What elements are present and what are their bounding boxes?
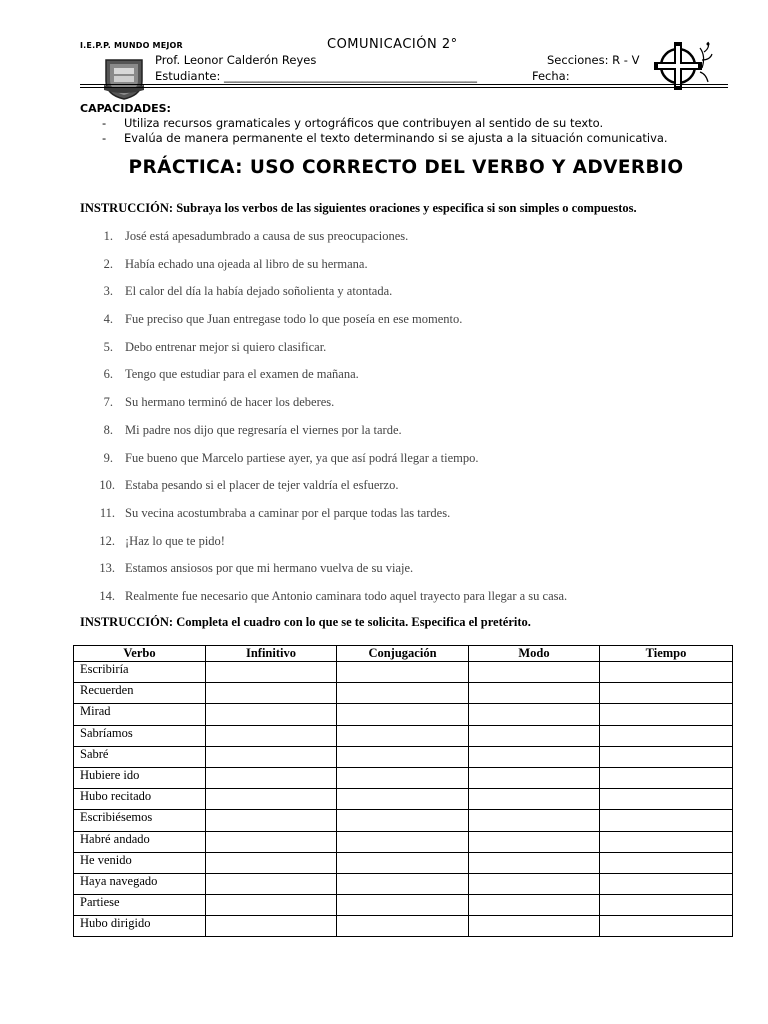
tense-cell[interactable]	[600, 873, 733, 894]
tense-cell[interactable]	[600, 831, 733, 852]
mode-cell[interactable]	[469, 831, 600, 852]
mode-cell[interactable]	[469, 662, 600, 683]
infinitive-cell[interactable]	[206, 683, 337, 704]
conjugation-cell[interactable]	[337, 725, 469, 746]
conjugation-cell[interactable]	[337, 895, 469, 916]
mode-cell[interactable]	[469, 704, 600, 725]
conjugation-cell[interactable]	[337, 746, 469, 767]
tense-cell[interactable]	[600, 725, 733, 746]
student-field[interactable]: Estudiante: ____________________________________________	[155, 69, 477, 83]
verb-cell: Escribiésemos	[74, 810, 206, 831]
infinitive-cell[interactable]	[206, 810, 337, 831]
conjugation-cell[interactable]	[337, 704, 469, 725]
conjugation-cell[interactable]	[337, 767, 469, 788]
table-row	[74, 895, 733, 916]
mode-cell[interactable]	[469, 895, 600, 916]
conjugation-cell[interactable]	[337, 683, 469, 704]
conjugation-cell[interactable]	[337, 831, 469, 852]
table-row	[74, 683, 733, 704]
teacher-name: Prof. Leonor Calderón Reyes	[155, 53, 317, 67]
instruction-1: INSTRUCCIÓN: Subraya los verbos de las siguientes oraciones y especifica si son simples o compuestos.	[80, 201, 637, 215]
column-header: Tiempo	[600, 646, 733, 662]
infinitive-cell[interactable]	[206, 895, 337, 916]
infinitive-cell[interactable]	[206, 873, 337, 894]
verb-cell: Recuerden	[74, 683, 206, 704]
infinitive-cell[interactable]	[206, 767, 337, 788]
conjugation-cell[interactable]	[337, 916, 469, 937]
bullet-dash: -	[102, 131, 107, 145]
subject-title: COMUNICACIÓN 2°	[327, 37, 458, 52]
cross-emblem-logo	[648, 38, 720, 94]
mode-cell[interactable]	[469, 852, 600, 873]
verb-cell: Hubo recitado	[74, 789, 206, 810]
verb-cell: Hubo dirigido	[74, 916, 206, 937]
header-rule-bottom	[80, 87, 728, 88]
conjugation-cell[interactable]	[337, 873, 469, 894]
verb-table	[73, 645, 733, 937]
tense-cell[interactable]	[600, 704, 733, 725]
verb-cell: Partiese	[74, 895, 206, 916]
column-header: Infinitivo	[206, 646, 337, 662]
verb-cell: Sabré	[74, 746, 206, 767]
mode-cell[interactable]	[469, 873, 600, 894]
mode-cell[interactable]	[469, 725, 600, 746]
table-row	[74, 725, 733, 746]
table-row	[74, 810, 733, 831]
table-row	[74, 852, 733, 873]
table-row	[74, 916, 733, 937]
page-title: PRÁCTICA: USO CORRECTO DEL VERBO Y ADVERBIO	[128, 157, 684, 178]
table-row	[74, 704, 733, 725]
conjugation-cell[interactable]	[337, 810, 469, 831]
conjugation-cell[interactable]	[337, 662, 469, 683]
school-crest-logo	[100, 57, 148, 101]
conjugation-cell[interactable]	[337, 789, 469, 810]
column-header: Conjugación	[337, 646, 469, 662]
table-header-row	[74, 646, 733, 662]
sections-label: Secciones: R - V	[547, 53, 640, 67]
table-row	[74, 873, 733, 894]
infinitive-cell[interactable]	[206, 831, 337, 852]
infinitive-cell[interactable]	[206, 704, 337, 725]
verb-cell: He venido	[74, 852, 206, 873]
infinitive-cell[interactable]	[206, 662, 337, 683]
tense-cell[interactable]	[600, 852, 733, 873]
tense-cell[interactable]	[600, 662, 733, 683]
tense-cell[interactable]	[600, 767, 733, 788]
capacities-list	[102, 116, 668, 146]
table-row	[74, 767, 733, 788]
verb-cell: Habré andado	[74, 831, 206, 852]
bullet-dash: -	[102, 116, 107, 130]
capacity-item: - Utiliza recursos gramaticales y ortográficos que contribuyen al sentido de su texto.	[102, 116, 604, 130]
infinitive-cell[interactable]	[206, 725, 337, 746]
verb-cell: Sabríamos	[74, 725, 206, 746]
mode-cell[interactable]	[469, 916, 600, 937]
school-name: I.E.P.P. MUNDO MEJOR	[80, 41, 183, 50]
tense-cell[interactable]	[600, 895, 733, 916]
table-row	[74, 789, 733, 810]
mode-cell[interactable]	[469, 789, 600, 810]
tense-cell[interactable]	[600, 916, 733, 937]
column-header: Verbo	[74, 646, 206, 662]
conjugation-cell[interactable]	[337, 852, 469, 873]
table-row	[74, 746, 733, 767]
mode-cell[interactable]	[469, 767, 600, 788]
mode-cell[interactable]	[469, 810, 600, 831]
column-header: Modo	[469, 646, 600, 662]
infinitive-cell[interactable]	[206, 852, 337, 873]
tense-cell[interactable]	[600, 789, 733, 810]
capacity-item: - Evalúa de manera permanente el texto determinando si se ajusta a la situación comunicativa.	[102, 131, 668, 145]
capacities-heading: CAPACIDADES:	[80, 102, 171, 115]
infinitive-cell[interactable]	[206, 916, 337, 937]
verb-cell: Mirad	[74, 704, 206, 725]
tense-cell[interactable]	[600, 746, 733, 767]
instruction-2: INSTRUCCIÓN: Completa el cuadro con lo que se te solicita. Especifica el pretérito.	[80, 615, 531, 629]
verb-cell: Escribiría	[74, 662, 206, 683]
infinitive-cell[interactable]	[206, 746, 337, 767]
verb-cell: Hubiere ido	[74, 767, 206, 788]
mode-cell[interactable]	[469, 683, 600, 704]
date-field[interactable]: Fecha:	[532, 69, 570, 83]
mode-cell[interactable]	[469, 746, 600, 767]
verb-cell: Haya navegado	[74, 873, 206, 894]
header-rule-top	[80, 84, 728, 85]
tense-cell[interactable]	[600, 683, 733, 704]
table-row	[74, 662, 733, 683]
infinitive-cell[interactable]	[206, 789, 337, 810]
table-row	[74, 831, 733, 852]
tense-cell[interactable]	[600, 810, 733, 831]
